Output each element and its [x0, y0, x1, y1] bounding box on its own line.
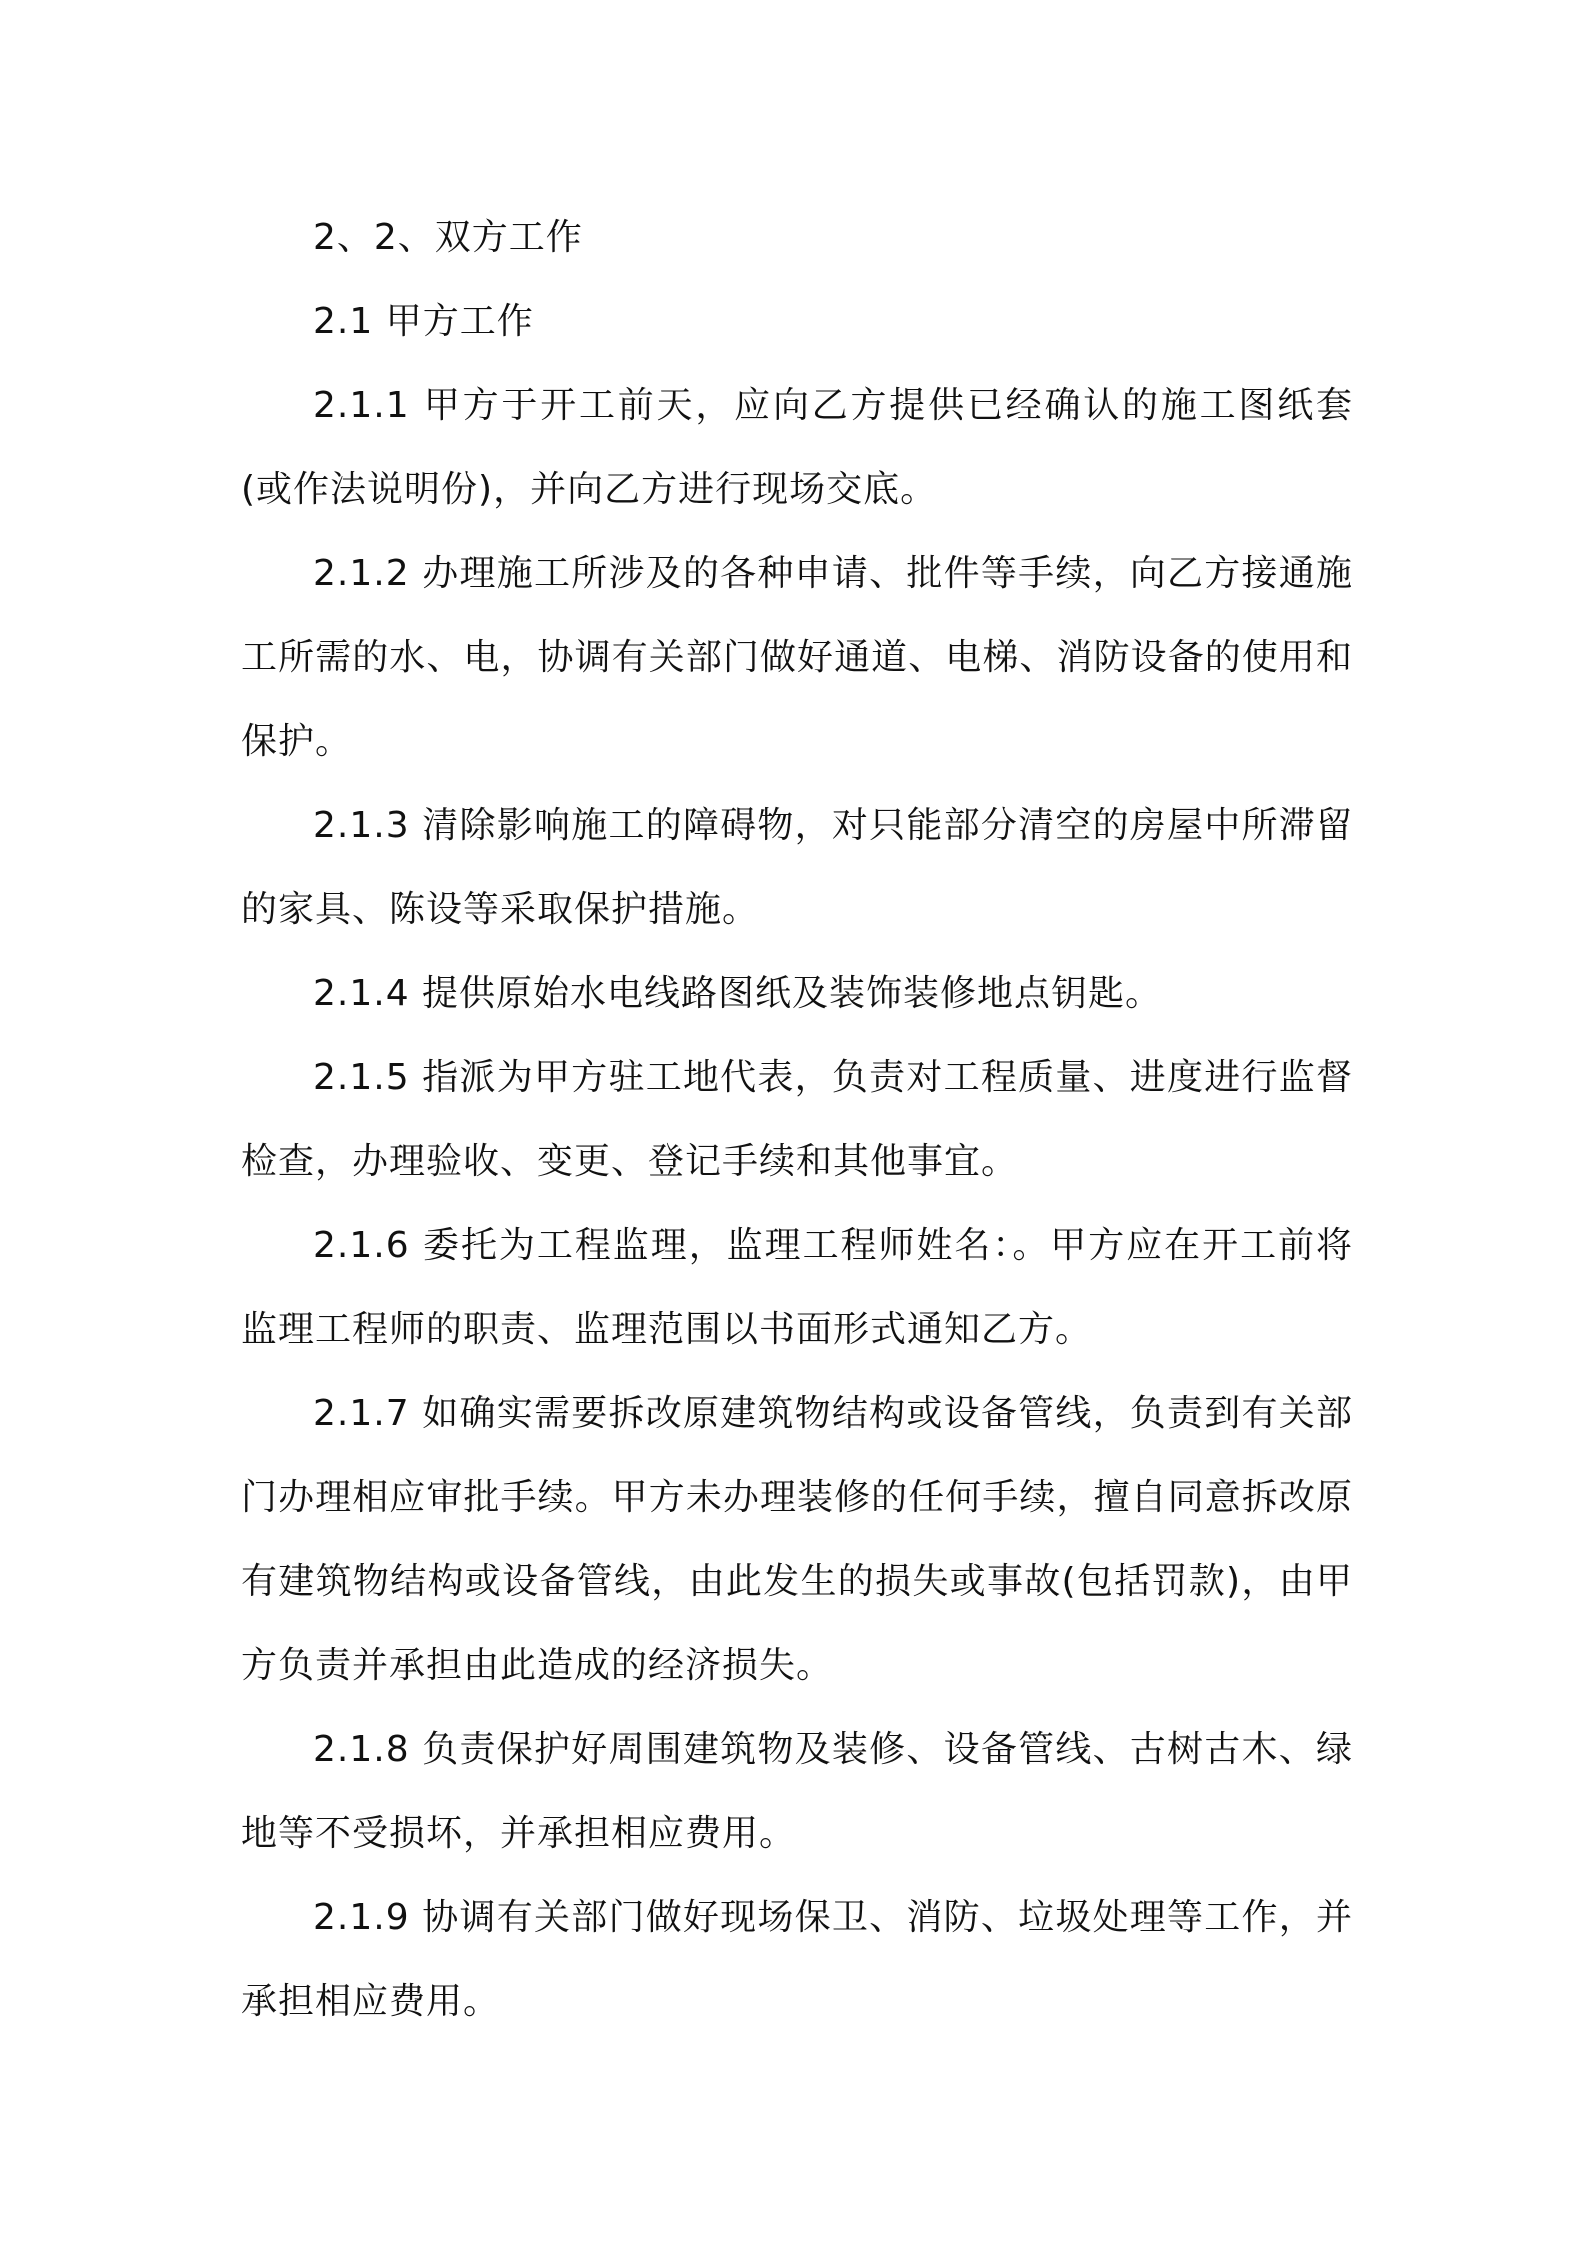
clause-2-1-4: 2.1.4 提供原始水电线路图纸及装饰装修地点钥匙。 [313, 973, 1163, 1014]
clause-2-1-8: 2.1.8 负责保护好周围建筑物及装修、设备管线、古树古木、绿地等不受损坏，并承担相应费用。 [241, 1729, 1353, 1854]
clause-2-1-1: 2.1.1 甲方于开工前天，应向乙方提供已经确认的施工图纸套(或作法说明份)，并向乙方进行现场交底。 [241, 385, 1353, 510]
document-body [241, 196, 1353, 2044]
clause-2-1-2: 2.1.2 办理施工所涉及的各种申请、批件等手续，向乙方接通施工所需的水、电，协调有关部门做好通道、电梯、消防设备的使用和保护。 [241, 553, 1353, 762]
clause-2-1-9: 2.1.9 协调有关部门做好现场保卫、消防、垃圾处理等工作，并承担相应费用。 [241, 1897, 1353, 2022]
clause-2-1-5: 2.1.5 指派为甲方驻工地代表，负责对工程质量、进度进行监督检查，办理验收、变更、登记手续和其他事宜。 [241, 1057, 1353, 1182]
clause-2-1-6: 2.1.6 委托为工程监理，监理工程师姓名：。甲方应在开工前将监理工程师的职责、监理范围以书面形式通知乙方。 [241, 1225, 1353, 1350]
clause-2-1-7: 2.1.7 如确实需要拆改原建筑物结构或设备管线，负责到有关部门办理相应审批手续。甲方未办理装修的任何手续，擅自同意拆改原有建筑物结构或设备管线，由此发生的损失或事故(包括罚款)，由甲方负责并承担由此造成的经济损失。 [241, 1393, 1353, 1686]
subsection-heading: 2.1 甲方工作 [313, 301, 534, 342]
clause-2-1-3: 2.1.3 清除影响施工的障碍物，对只能部分清空的房屋中所滞留的家具、陈设等采取保护措施。 [241, 805, 1353, 930]
section-heading: 2、2、双方工作 [313, 217, 583, 258]
